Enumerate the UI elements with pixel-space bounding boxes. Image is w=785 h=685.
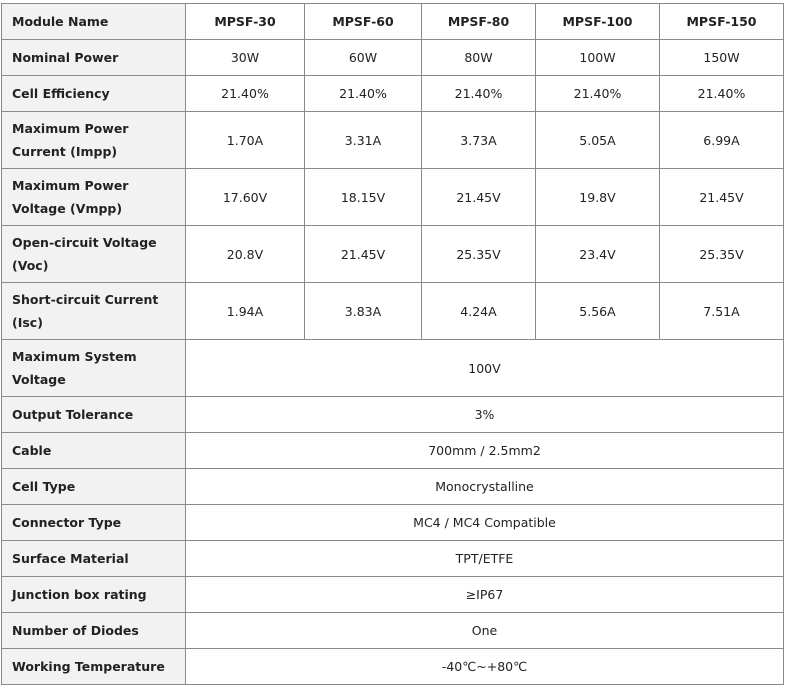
row-label: Working Temperature: [2, 649, 186, 685]
cell-value: 21.45V: [422, 169, 536, 226]
cell-value: 6.99A: [660, 112, 784, 169]
cell-value: -40℃~+80℃: [186, 649, 784, 685]
cell-value: 100W: [536, 40, 660, 76]
table-row: [2, 397, 784, 433]
cell-value: 4.24A: [422, 283, 536, 340]
cell-value: 80W: [422, 40, 536, 76]
cell-value: 3%: [186, 397, 784, 433]
cell-value: 25.35V: [422, 226, 536, 283]
table-row: [2, 340, 784, 397]
row-label: Open-circuit Voltage (Voc): [2, 226, 186, 283]
row-label: Connector Type: [2, 505, 186, 541]
cell-value: 150W: [660, 40, 784, 76]
row-label: Short-circuit Current (Isc): [2, 283, 186, 340]
table-row: [2, 169, 784, 226]
cell-value: 100V: [186, 340, 784, 397]
table-row: [2, 613, 784, 649]
row-label: Number of Diodes: [2, 613, 186, 649]
cell-value: 30W: [186, 40, 305, 76]
cell-value: 3.31A: [305, 112, 422, 169]
cell-value: ≥IP67: [186, 577, 784, 613]
cell-value: TPT/ETFE: [186, 541, 784, 577]
cell-value: 18.15V: [305, 169, 422, 226]
cell-value: MC4 / MC4 Compatible: [186, 505, 784, 541]
row-label: Cable: [2, 433, 186, 469]
row-label: Junction box rating: [2, 577, 186, 613]
table-row: [2, 112, 784, 169]
cell-value: 21.40%: [660, 76, 784, 112]
cell-value: One: [186, 613, 784, 649]
model-header: MPSF-30: [186, 4, 305, 40]
cell-value: 3.83A: [305, 283, 422, 340]
cell-value: 5.56A: [536, 283, 660, 340]
cell-value: 60W: [305, 40, 422, 76]
cell-value: 21.40%: [536, 76, 660, 112]
table-row: [2, 541, 784, 577]
cell-value: 7.51A: [660, 283, 784, 340]
cell-value: 21.45V: [305, 226, 422, 283]
table-row: [2, 577, 784, 613]
cell-value: 25.35V: [660, 226, 784, 283]
cell-value: 1.70A: [186, 112, 305, 169]
cell-value: 17.60V: [186, 169, 305, 226]
model-header: MPSF-80: [422, 4, 536, 40]
cell-value: 21.45V: [660, 169, 784, 226]
table-row: [2, 40, 784, 76]
cell-value: 3.73A: [422, 112, 536, 169]
cell-value: 700mm / 2.5mm2: [186, 433, 784, 469]
spec-table: [1, 3, 784, 685]
table-row: [2, 505, 784, 541]
row-label: Maximum System Voltage: [2, 340, 186, 397]
cell-value: 21.40%: [305, 76, 422, 112]
header-label: Module Name: [2, 4, 186, 40]
table-row: [2, 283, 784, 340]
row-label: Output Tolerance: [2, 397, 186, 433]
table-row: [2, 469, 784, 505]
header-row: [2, 4, 784, 40]
cell-value: 1.94A: [186, 283, 305, 340]
row-label: Cell Efficiency: [2, 76, 186, 112]
cell-value: 23.4V: [536, 226, 660, 283]
cell-value: 20.8V: [186, 226, 305, 283]
model-header: MPSF-100: [536, 4, 660, 40]
table-row: [2, 226, 784, 283]
row-label: Nominal Power: [2, 40, 186, 76]
table-row: [2, 76, 784, 112]
cell-value: Monocrystalline: [186, 469, 784, 505]
table-row: [2, 433, 784, 469]
table-row: [2, 649, 784, 685]
model-header: MPSF-150: [660, 4, 784, 40]
cell-value: 21.40%: [422, 76, 536, 112]
row-label: Maximum Power Voltage (Vmpp): [2, 169, 186, 226]
cell-value: 19.8V: [536, 169, 660, 226]
row-label: Cell Type: [2, 469, 186, 505]
model-header: MPSF-60: [305, 4, 422, 40]
row-label: Maximum Power Current (Impp): [2, 112, 186, 169]
cell-value: 5.05A: [536, 112, 660, 169]
row-label: Surface Material: [2, 541, 186, 577]
cell-value: 21.40%: [186, 76, 305, 112]
